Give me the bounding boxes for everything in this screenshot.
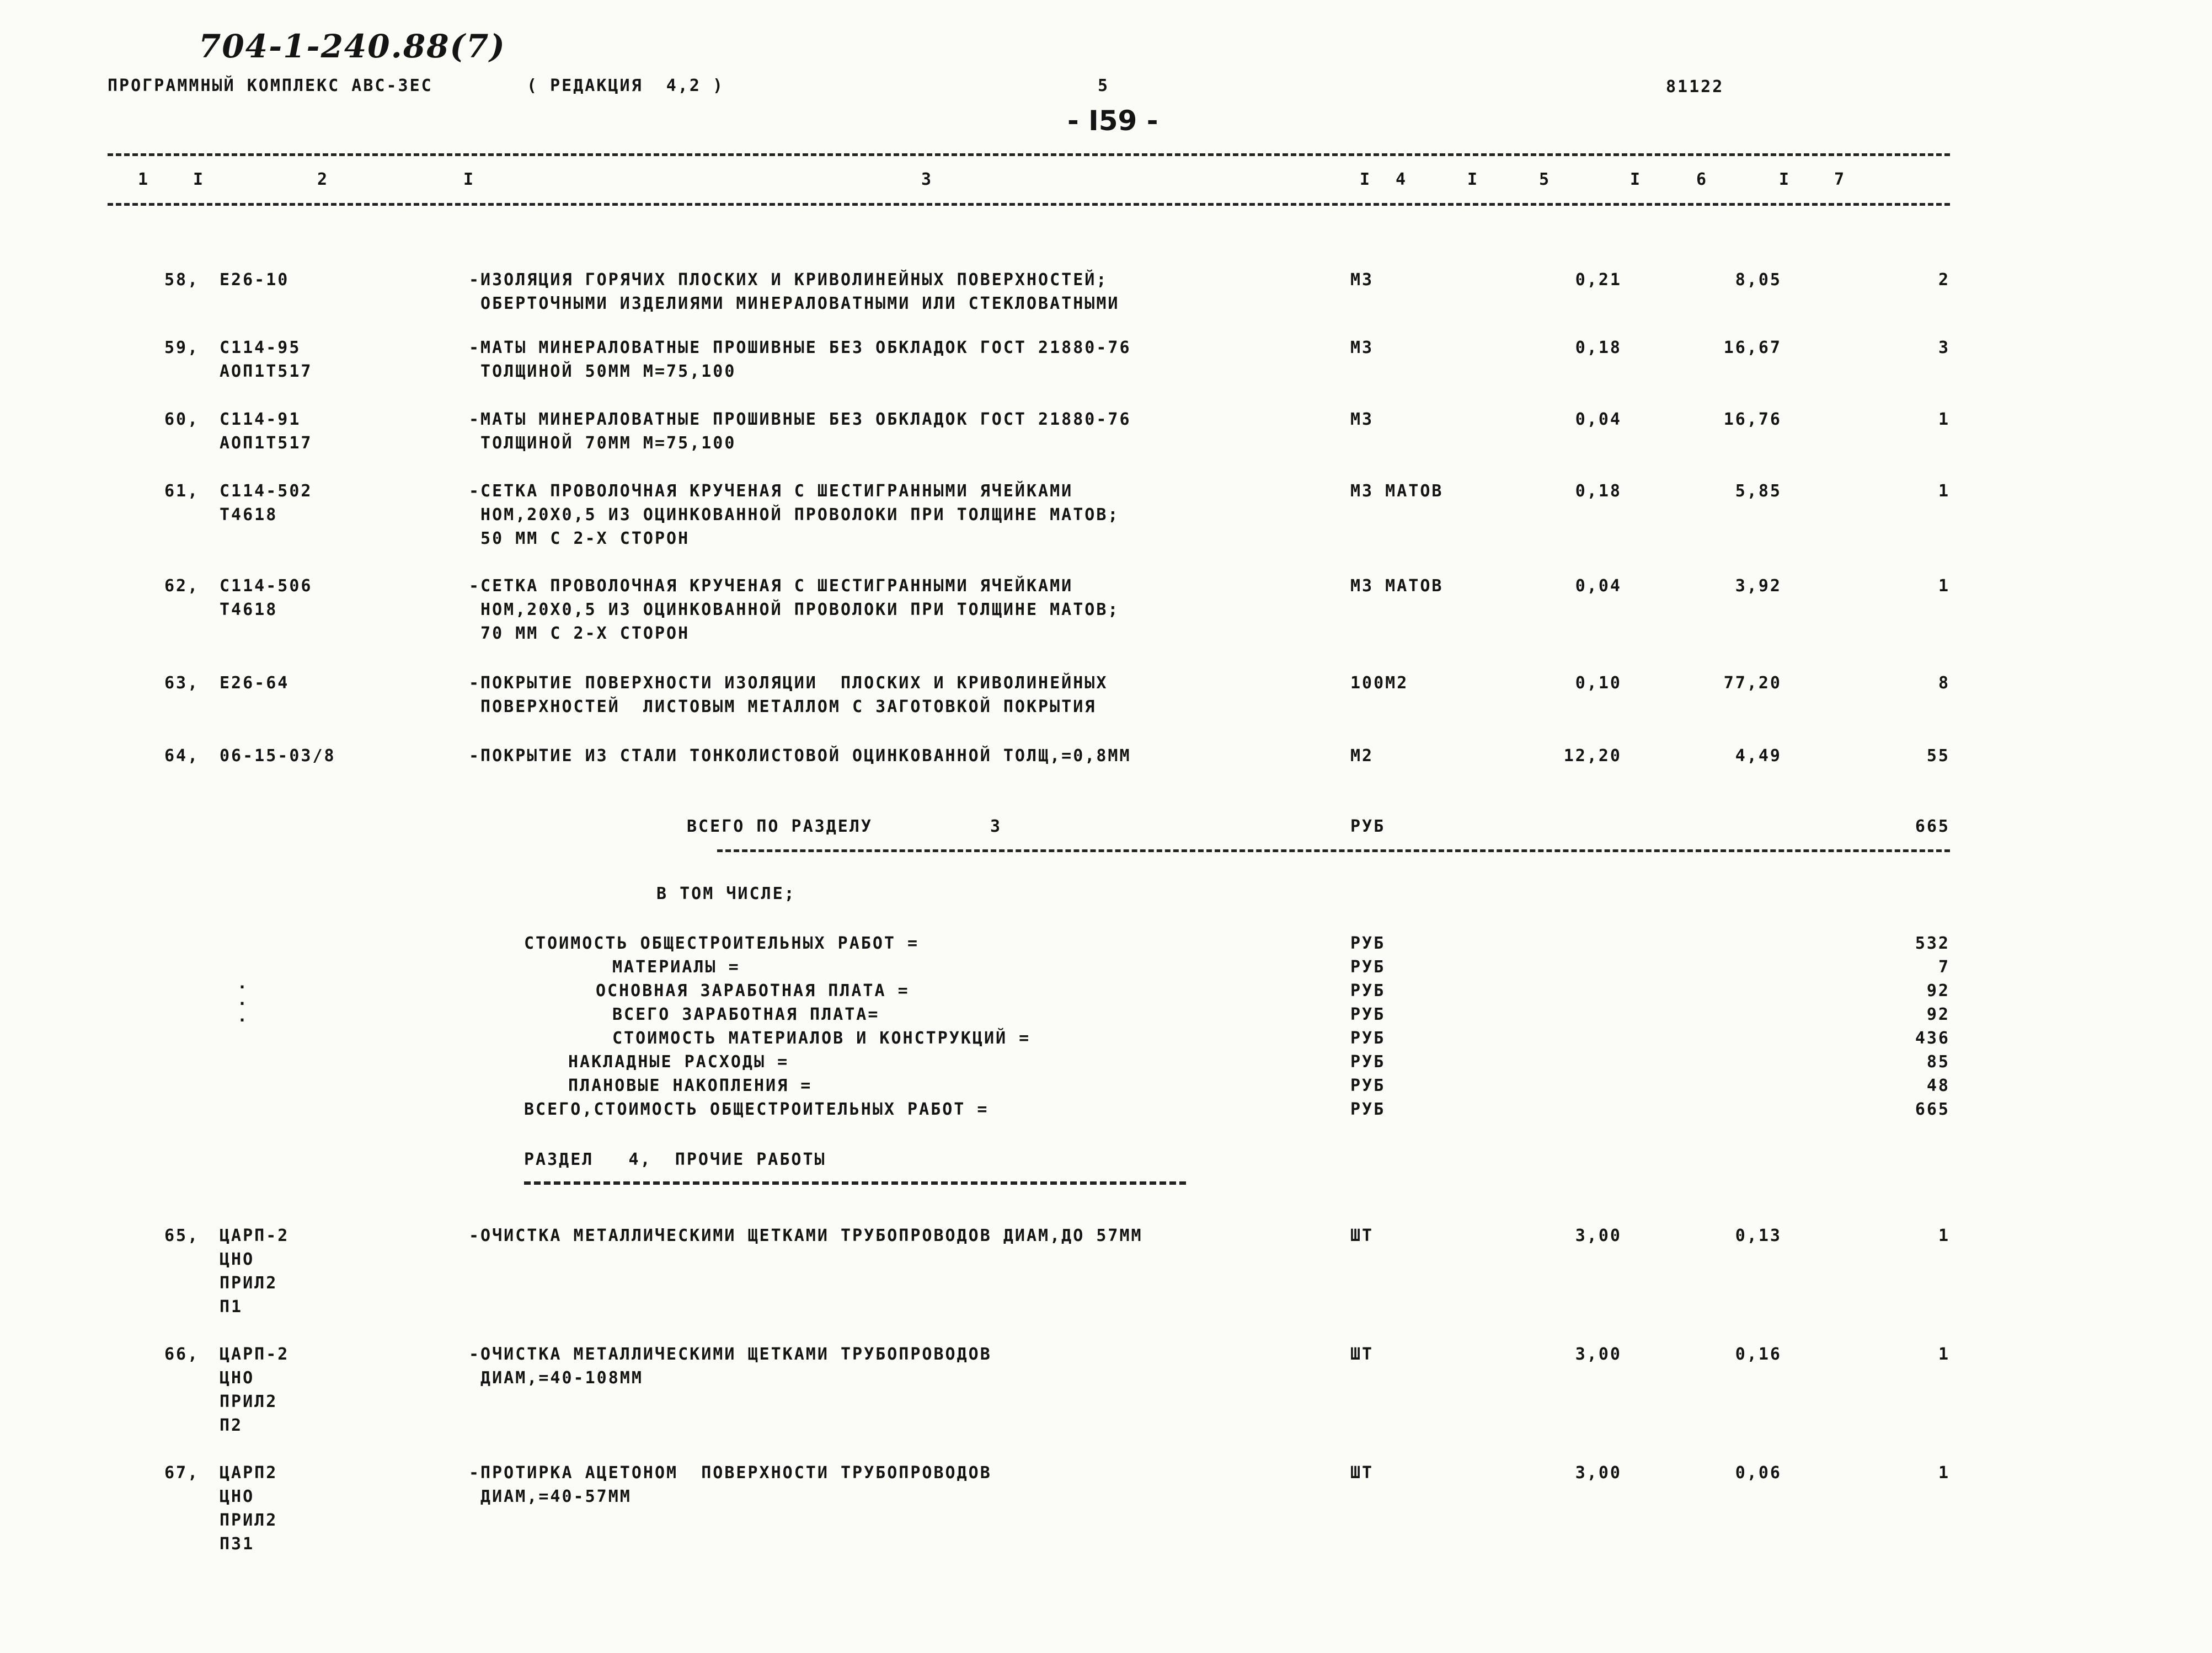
section-total-unit: РУБ bbox=[1350, 817, 1386, 836]
row-description: 70 ММ С 2-Х СТОРОН bbox=[469, 624, 690, 643]
including-item-unit: РУБ bbox=[1350, 1076, 1386, 1095]
row-unit-price: 0,06 bbox=[1735, 1463, 1782, 1483]
row-quantity: 0,18 bbox=[1575, 482, 1622, 501]
program-name: ПРОГРАММНЫЙ КОМПЛЕКС АВС-3ЕС bbox=[108, 76, 433, 95]
column-header-7: 7 bbox=[1834, 170, 1846, 189]
row-unit-price: 16,76 bbox=[1723, 410, 1782, 429]
row-number: 63, bbox=[164, 673, 200, 693]
row-description: -ОЧИСТКА МЕТАЛЛИЧЕСКИМИ ЩЕТКАМИ ТРУБОПРОВОДОВ bbox=[469, 1345, 992, 1364]
row-unit: М2 bbox=[1350, 746, 1374, 766]
row-unit: ШТ bbox=[1350, 1226, 1374, 1245]
handwritten-code: 704-1-240.88(7) bbox=[199, 28, 506, 65]
including-item-value: 85 bbox=[1926, 1052, 1950, 1072]
row-code: Т4618 bbox=[220, 505, 278, 525]
including-item-value: 48 bbox=[1926, 1076, 1950, 1095]
margin-dot: · bbox=[237, 1011, 249, 1030]
row-unit: М3 МАТОВ bbox=[1350, 576, 1444, 596]
row-quantity: 0,04 bbox=[1575, 410, 1622, 429]
row-quantity: 0,21 bbox=[1575, 270, 1622, 290]
row-description: -МАТЫ МИНЕРАЛОВАТНЫЕ ПРОШИВНЫЕ БЕЗ ОБКЛАДОК ГОСТ 21880-76 bbox=[469, 410, 1131, 429]
row-unit: М3 bbox=[1350, 338, 1374, 357]
row-code: Е26-64 bbox=[220, 673, 290, 693]
row-description: ТОЛЩИНОЙ 50ММ М=75,100 bbox=[469, 362, 736, 381]
row-description: ДИАМ,=40-57ММ bbox=[469, 1487, 632, 1506]
row-code: АОП1Т517 bbox=[220, 434, 313, 453]
header-top-rule bbox=[108, 153, 1950, 156]
row-number: 61, bbox=[164, 482, 200, 501]
page-number: - I59 - bbox=[1067, 105, 1158, 137]
including-item-value: 532 bbox=[1915, 934, 1950, 953]
row-code: С114-91 bbox=[220, 410, 301, 429]
including-item-unit: РУБ bbox=[1350, 1029, 1386, 1048]
row-code: 06-15-03/8 bbox=[220, 746, 336, 766]
including-item-unit: РУБ bbox=[1350, 981, 1386, 1001]
row-total: 8 bbox=[1938, 673, 1950, 693]
column-separator: I bbox=[193, 170, 205, 189]
column-header-4: 4 bbox=[1396, 170, 1408, 189]
row-code: С114-95 bbox=[220, 338, 301, 357]
including-item-unit: РУБ bbox=[1350, 1100, 1386, 1119]
column-header-1: 1 bbox=[138, 170, 150, 189]
row-description: -ИЗОЛЯЦИЯ ГОРЯЧИХ ПЛОСКИХ И КРИВОЛИНЕЙНЫХ ПОВЕРХНОСТЕЙ; bbox=[469, 270, 1108, 290]
row-code: Е26-10 bbox=[220, 270, 290, 290]
margin-dot: · bbox=[237, 994, 249, 1014]
section-total-value: 665 bbox=[1915, 817, 1950, 836]
row-code: П1 bbox=[220, 1297, 243, 1317]
row-code: ЦАРП2 bbox=[220, 1463, 278, 1483]
including-item-label: СТОИМОСТЬ ОБЩЕСТРОИТЕЛЬНЫХ РАБОТ = bbox=[524, 934, 920, 953]
including-item-label: ПЛАНОВЫЕ НАКОПЛЕНИЯ = bbox=[568, 1076, 813, 1095]
row-number: 64, bbox=[164, 746, 200, 766]
document-code: 81122 bbox=[1666, 77, 1724, 97]
row-description: -ПОКРЫТИЕ ИЗ СТАЛИ ТОНКОЛИСТОВОЙ ОЦИНКОВАННОЙ ТОЛЩ,=0,8ММ bbox=[469, 746, 1131, 766]
row-unit: ШТ bbox=[1350, 1463, 1374, 1483]
row-description: -СЕТКА ПРОВОЛОЧНАЯ КРУЧЕНАЯ С ШЕСТИГРАННЫМИ ЯЧЕЙКАМИ bbox=[469, 576, 1073, 596]
margin-dot: · bbox=[237, 978, 249, 997]
including-item-value: 665 bbox=[1915, 1100, 1950, 1119]
column-separator: I bbox=[1467, 170, 1479, 189]
row-number: 59, bbox=[164, 338, 200, 357]
row-unit: М3 bbox=[1350, 270, 1374, 290]
row-code: ЦАРП-2 bbox=[220, 1226, 290, 1245]
row-description: НОМ,20Х0,5 ИЗ ОЦИНКОВАННОЙ ПРОВОЛОКИ ПРИ ТОЛЩИНЕ МАТОВ; bbox=[469, 505, 1120, 525]
row-description: ТОЛЩИНОЙ 70ММ М=75,100 bbox=[469, 434, 736, 453]
including-item-label: СТОИМОСТЬ МАТЕРИАЛОВ И КОНСТРУКЦИЙ = bbox=[612, 1029, 1031, 1048]
row-unit-price: 4,49 bbox=[1735, 746, 1782, 766]
section-total-number: 3 bbox=[990, 817, 1002, 836]
row-total: 1 bbox=[1938, 1345, 1950, 1364]
row-number: 58, bbox=[164, 270, 200, 290]
column-header-5: 5 bbox=[1539, 170, 1551, 189]
including-item-value: 436 bbox=[1915, 1029, 1950, 1048]
including-item-value: 92 bbox=[1926, 981, 1950, 1001]
including-item-unit: РУБ bbox=[1350, 934, 1386, 953]
row-total: 1 bbox=[1938, 482, 1950, 501]
row-code: С114-506 bbox=[220, 576, 313, 596]
column-separator: I bbox=[463, 170, 475, 189]
row-total: 1 bbox=[1938, 410, 1950, 429]
row-unit-price: 5,85 bbox=[1735, 482, 1782, 501]
including-label: В ТОМ ЧИСЛЕ; bbox=[656, 884, 796, 903]
row-code: П31 bbox=[220, 1534, 255, 1554]
column-header-6: 6 bbox=[1696, 170, 1708, 189]
including-item-unit: РУБ bbox=[1350, 1052, 1386, 1072]
row-code: ПРИЛ2 bbox=[220, 1274, 278, 1293]
row-quantity: 12,20 bbox=[1563, 746, 1622, 766]
row-quantity: 3,00 bbox=[1575, 1345, 1622, 1364]
row-unit-price: 8,05 bbox=[1735, 270, 1782, 290]
row-code: С114-502 bbox=[220, 482, 313, 501]
row-number: 67, bbox=[164, 1463, 200, 1483]
column-separator: I bbox=[1779, 170, 1791, 189]
row-quantity: 3,00 bbox=[1575, 1463, 1622, 1483]
row-code: Т4618 bbox=[220, 600, 278, 619]
row-description: -СЕТКА ПРОВОЛОЧНАЯ КРУЧЕНАЯ С ШЕСТИГРАННЫМИ ЯЧЕЙКАМИ bbox=[469, 482, 1073, 501]
including-item-unit: РУБ bbox=[1350, 1005, 1386, 1024]
edition-label: ( РЕДАКЦИЯ 4,2 ) bbox=[527, 76, 725, 95]
including-item-label: МАТЕРИАЛЫ = bbox=[612, 957, 740, 977]
row-number: 66, bbox=[164, 1345, 200, 1364]
including-item-label: ОСНОВНАЯ ЗАРАБОТНАЯ ПЛАТА = bbox=[596, 981, 910, 1001]
row-unit-price: 0,16 bbox=[1735, 1345, 1782, 1364]
column-separator: I bbox=[1360, 170, 1372, 189]
row-total: 1 bbox=[1938, 1463, 1950, 1483]
row-total: 3 bbox=[1938, 338, 1950, 357]
row-code: АОП1Т517 bbox=[220, 362, 313, 381]
row-unit-price: 0,13 bbox=[1735, 1226, 1782, 1245]
section-number: 5 bbox=[1098, 76, 1110, 95]
row-unit-price: 77,20 bbox=[1723, 673, 1782, 693]
including-item-value: 92 bbox=[1926, 1005, 1950, 1024]
row-quantity: 0,10 bbox=[1575, 673, 1622, 693]
row-unit: ШТ bbox=[1350, 1345, 1374, 1364]
including-item-label: ВСЕГО,СТОИМОСТЬ ОБЩЕСТРОИТЕЛЬНЫХ РАБОТ = bbox=[524, 1100, 989, 1119]
row-total: 2 bbox=[1938, 270, 1950, 290]
row-description: -ПРОТИРКА АЦЕТОНОМ ПОВЕРХНОСТИ ТРУБОПРОВОДОВ bbox=[469, 1463, 992, 1483]
row-description: 50 ММ С 2-Х СТОРОН bbox=[469, 529, 690, 548]
row-total: 1 bbox=[1938, 1226, 1950, 1245]
including-item-label: ВСЕГО ЗАРАБОТНАЯ ПЛАТА= bbox=[612, 1005, 880, 1024]
row-number: 62, bbox=[164, 576, 200, 596]
row-description: ПОВЕРХНОСТЕЙ ЛИСТОВЫМ МЕТАЛЛОМ С ЗАГОТОВКОЙ ПОКРЫТИЯ bbox=[469, 697, 1097, 716]
row-description: ДИАМ,=40-108ММ bbox=[469, 1368, 643, 1388]
row-code: ПРИЛ2 bbox=[220, 1511, 278, 1530]
row-number: 60, bbox=[164, 410, 200, 429]
section-total-label: ВСЕГО ПО РАЗДЕЛУ bbox=[687, 817, 873, 836]
header-bottom-rule bbox=[108, 203, 1950, 206]
row-description: -ОЧИСТКА МЕТАЛЛИЧЕСКИМИ ЩЕТКАМИ ТРУБОПРОВОДОВ ДИАМ,ДО 57ММ bbox=[469, 1226, 1143, 1245]
row-unit-price: 3,92 bbox=[1735, 576, 1782, 596]
row-code: ПРИЛ2 bbox=[220, 1392, 278, 1411]
row-code: ЦАРП-2 bbox=[220, 1345, 290, 1364]
row-description: НОМ,20Х0,5 ИЗ ОЦИНКОВАННОЙ ПРОВОЛОКИ ПРИ ТОЛЩИНЕ МАТОВ; bbox=[469, 600, 1120, 619]
row-quantity: 0,18 bbox=[1575, 338, 1622, 357]
row-number: 65, bbox=[164, 1226, 200, 1245]
column-header-2: 2 bbox=[317, 170, 329, 189]
row-quantity: 0,04 bbox=[1575, 576, 1622, 596]
row-code: П2 bbox=[220, 1416, 243, 1435]
column-separator: I bbox=[1630, 170, 1642, 189]
including-item-unit: РУБ bbox=[1350, 957, 1386, 977]
row-code: ЦНО bbox=[220, 1368, 255, 1388]
row-unit-price: 16,67 bbox=[1723, 338, 1782, 357]
section-heading-rule bbox=[524, 1181, 1186, 1185]
row-description: -ПОКРЫТИЕ ПОВЕРХНОСТИ ИЗОЛЯЦИИ ПЛОСКИХ И КРИВОЛИНЕЙНЫХ bbox=[469, 673, 1108, 693]
row-unit: М3 bbox=[1350, 410, 1374, 429]
including-item-value: 7 bbox=[1938, 957, 1950, 977]
column-header-3: 3 bbox=[921, 170, 933, 189]
row-description: ОБЕРТОЧНЫМИ ИЗДЕЛИЯМИ МИНЕРАЛОВАТНЫМИ ИЛИ СТЕКЛОВАТНЫМИ bbox=[469, 294, 1120, 313]
row-code: ЦНО bbox=[220, 1250, 255, 1269]
section-heading: РАЗДЕЛ 4, ПРОЧИЕ РАБОТЫ bbox=[524, 1150, 826, 1169]
row-quantity: 3,00 bbox=[1575, 1226, 1622, 1245]
section-total-rule bbox=[717, 849, 1950, 852]
row-description: -МАТЫ МИНЕРАЛОВАТНЫЕ ПРОШИВНЫЕ БЕЗ ОБКЛАДОК ГОСТ 21880-76 bbox=[469, 338, 1131, 357]
row-code: ЦНО bbox=[220, 1487, 255, 1506]
including-item-label: НАКЛАДНЫЕ РАСХОДЫ = bbox=[568, 1052, 789, 1072]
row-unit: М3 МАТОВ bbox=[1350, 482, 1444, 501]
row-total: 1 bbox=[1938, 576, 1950, 596]
row-unit: 100М2 bbox=[1350, 673, 1409, 693]
row-total: 55 bbox=[1926, 746, 1950, 766]
